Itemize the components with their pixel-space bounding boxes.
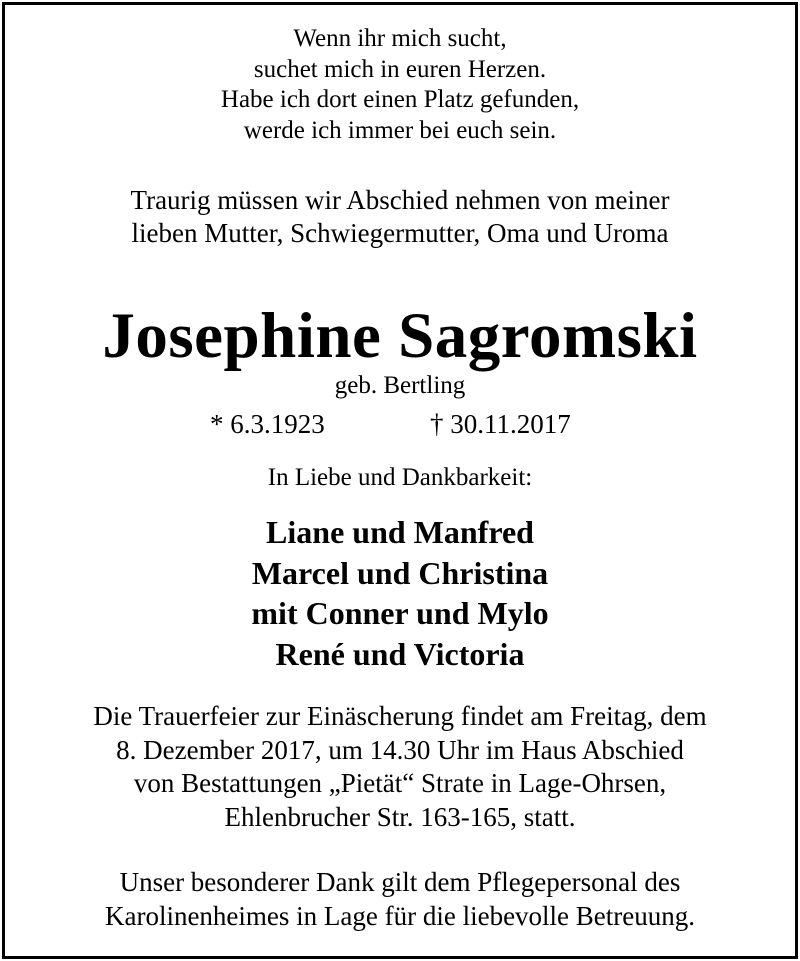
death-date: † 30.11.2017 (430, 409, 571, 439)
intro-line: Traurig müssen wir Abschied nehmen von meiner (130, 185, 670, 215)
mourners-list (0, 512, 800, 674)
mourner-line: Marcel und Christina (251, 554, 549, 591)
mourner-line: Liane und Manfred (266, 514, 534, 550)
intro-line: lieben Mutter, Schwiegermutter, Oma und Uroma (131, 218, 669, 248)
poem-line: Wenn ihr mich sucht, (293, 25, 507, 52)
mourner-line: René und Victoria (275, 635, 525, 672)
poem-line: werde ich immer bei euch sein. (243, 116, 557, 144)
mourner-line: mit Conner und Mylo (251, 595, 549, 631)
poem-line: Habe ich dort einen Platz gefunden, (220, 86, 580, 113)
dedication-line: In Liebe und Dankbarkeit: (267, 464, 533, 491)
funeral-details (0, 700, 800, 834)
birth-date: * 6.3.1923 (210, 409, 325, 439)
maiden-name: geb. Bertling (334, 372, 466, 399)
memorial-poem (0, 24, 800, 146)
ceremony-line: Ehlenbrucher Str. 163-165, statt. (224, 801, 576, 832)
thanks-note (0, 865, 800, 933)
thanks-line: Karolinenheimes in Lage für die liebevolle Betreuung. (104, 901, 696, 931)
ceremony-line: von Bestattungen „Pietät“ Strate in Lage-Ohrsen, (133, 768, 667, 798)
thanks-line: Unser besonderer Dank gilt dem Pflegepersonal des (119, 867, 681, 897)
intro-text (0, 184, 800, 250)
ceremony-line: Die Trauerfeier zur Einäscherung findet am Freitag, dem (93, 701, 707, 731)
ceremony-line: 8. Dezember 2017, um 14.30 Uhr im Haus Abschied (116, 734, 684, 765)
poem-line: suchet mich in euren Herzen. (253, 55, 547, 83)
deceased-name: Josephine Sagromski (102, 300, 698, 372)
